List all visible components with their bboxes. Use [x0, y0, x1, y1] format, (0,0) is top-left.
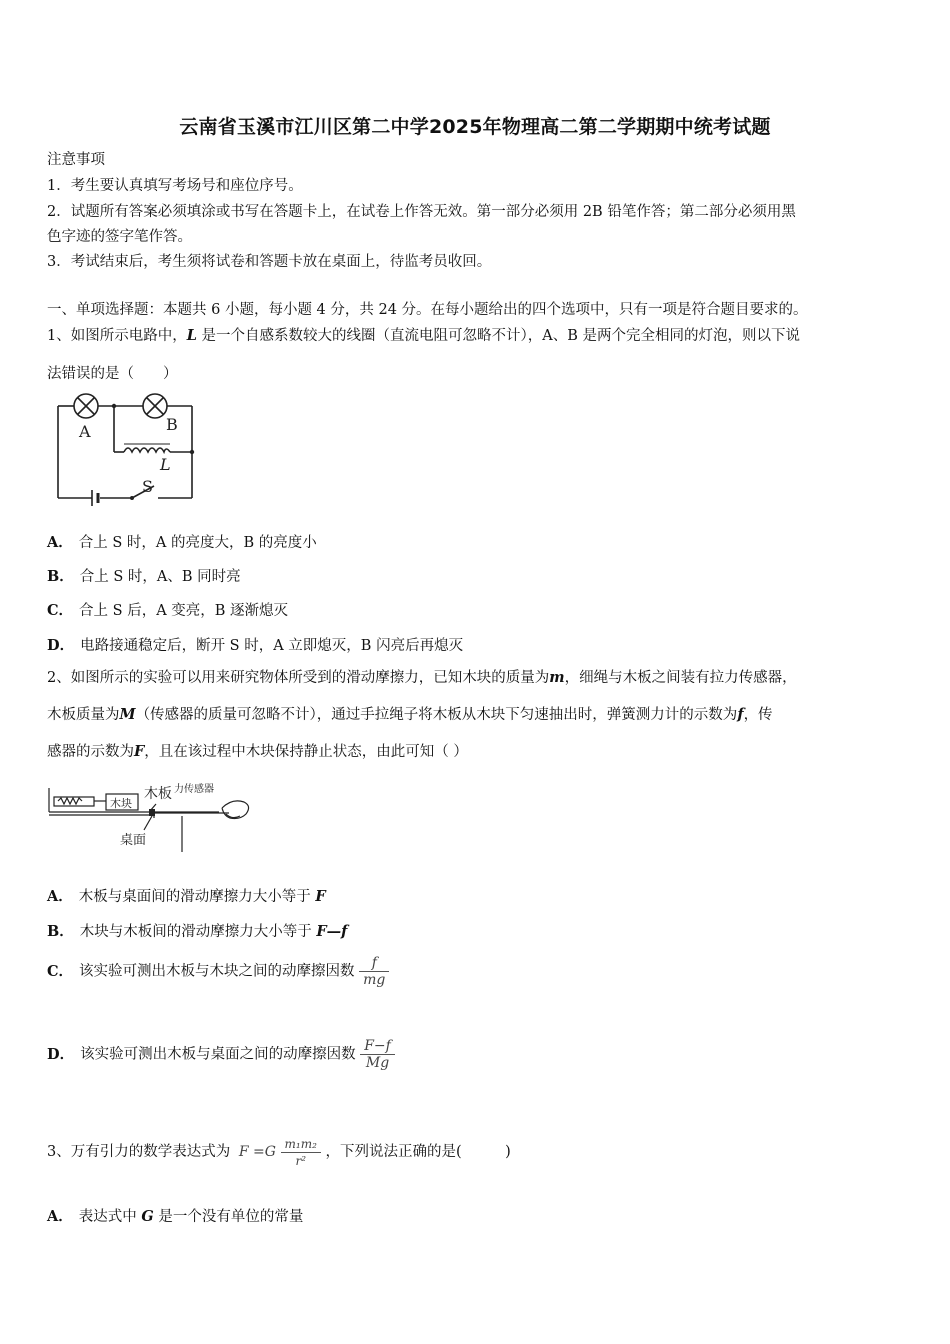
question-3-stem: 3、万有引力的数学表达式为 F =G $\frac{\text{m₁m₂}}{\text{r²}}$ ，下列说法正确的是( ) — [47, 1136, 511, 1168]
label-desk: 桌面 — [120, 833, 147, 848]
question-2-stem-cont: 木板质量为M（传感器的质量可忽略不计），通过手拉绳子将木板从木块下匀速抽出时，弹簧测力计的示数为f，传 — [47, 706, 773, 723]
question-1-option-d[interactable]: D． 电路接通稳定后，断开 S 时，A 立即熄灭，B 闪亮后再熄灭 — [47, 637, 464, 654]
question-2-option-a[interactable]: A． 木板与桌面间的滑动摩擦力大小等于 F — [47, 888, 326, 905]
question-1-stem-cont: 法错误的是（ ） — [47, 366, 178, 382]
fraction-formula: $\frac{F-f}{Mg}$ — [360, 1038, 395, 1071]
question-2-option-c[interactable]: C． 该实验可测出木板与木块之间的动摩擦因数 $\frac{f}{mg}$ — [47, 955, 389, 988]
notice-item: 3．考试结束后，考生须将试卷和答题卡放在桌面上，待监考员收回。 — [47, 254, 492, 270]
notice-item: 色字迹的签字笔作答。 — [47, 229, 192, 245]
notice-item: 2．试题所有答案必须填涂或书写在答题卡上，在试卷上作答无效。第一部分必须用 2B 铅笔作答；第二部分必须用黑 — [47, 204, 796, 220]
circuit-diagram — [52, 392, 202, 510]
gravitation-formula-fraction: $\frac{\text{m₁m₂}}{\text{r²}}$ — [281, 1136, 321, 1169]
question-2-option-b[interactable]: B． 木块与木板间的滑动摩擦力大小等于 F—f — [47, 923, 348, 940]
label-lamp-a: A — [79, 422, 91, 441]
notice-item: 1．考生要认真填写考场号和座位序号。 — [47, 178, 303, 194]
label-board: 木板 — [144, 786, 172, 802]
friction-experiment-diagram — [44, 778, 254, 856]
page-title: 云南省玉溪市江川区第二中学2025年物理高二第二学期期中统考试题 — [179, 116, 771, 138]
gravitation-formula-lhs: F =G — [238, 1144, 276, 1160]
fraction-formula: $\frac{f}{mg}$ — [359, 955, 389, 988]
question-2-stem: 2、如图所示的实验可以用来研究物体所受到的滑动摩擦力，已知木块的质量为m，细绳与木板之间装有拉力传感器， — [47, 669, 797, 686]
notice-heading: 注意事项 — [47, 152, 105, 168]
label-switch-s: S — [142, 477, 153, 496]
section-heading: 一、单项选择题：本题共 6 小题，每小题 4 分，共 24 分。在每小题给出的四个选项中，只有一项是符合题目要求的。 — [47, 302, 808, 318]
label-lamp-b: B — [166, 415, 178, 434]
label-force-sensor: 力传感器 — [174, 784, 214, 795]
label-coil-l: L — [160, 455, 171, 474]
question-1-option-c[interactable]: C． 合上 S 后，A 变亮，B 逐渐熄灭 — [47, 602, 289, 619]
question-1-option-b[interactable]: B． 合上 S 时，A、B 同时亮 — [47, 568, 241, 585]
question-2-stem-cont2: 感器的示数为F，且在该过程中木块保持静止状态，由此可知（ ） — [47, 743, 468, 760]
label-block: 木块 — [110, 797, 132, 810]
question-1-stem: 1、如图所示电路中，L 是一个自感系数较大的线圈（直流电阻可忽略不计），A、B 是两个完全相同的灯泡，则以下说 — [47, 327, 801, 344]
question-3-option-a[interactable]: A． 表达式中 G 是一个没有单位的常量 — [47, 1208, 304, 1225]
question-1-option-a[interactable]: A． 合上 S 时，A 的亮度大，B 的亮度小 — [47, 534, 317, 551]
question-2-option-d[interactable]: D． 该实验可测出木板与桌面之间的动摩擦因数 $\frac{F-f}{Mg}$ — [47, 1038, 395, 1071]
